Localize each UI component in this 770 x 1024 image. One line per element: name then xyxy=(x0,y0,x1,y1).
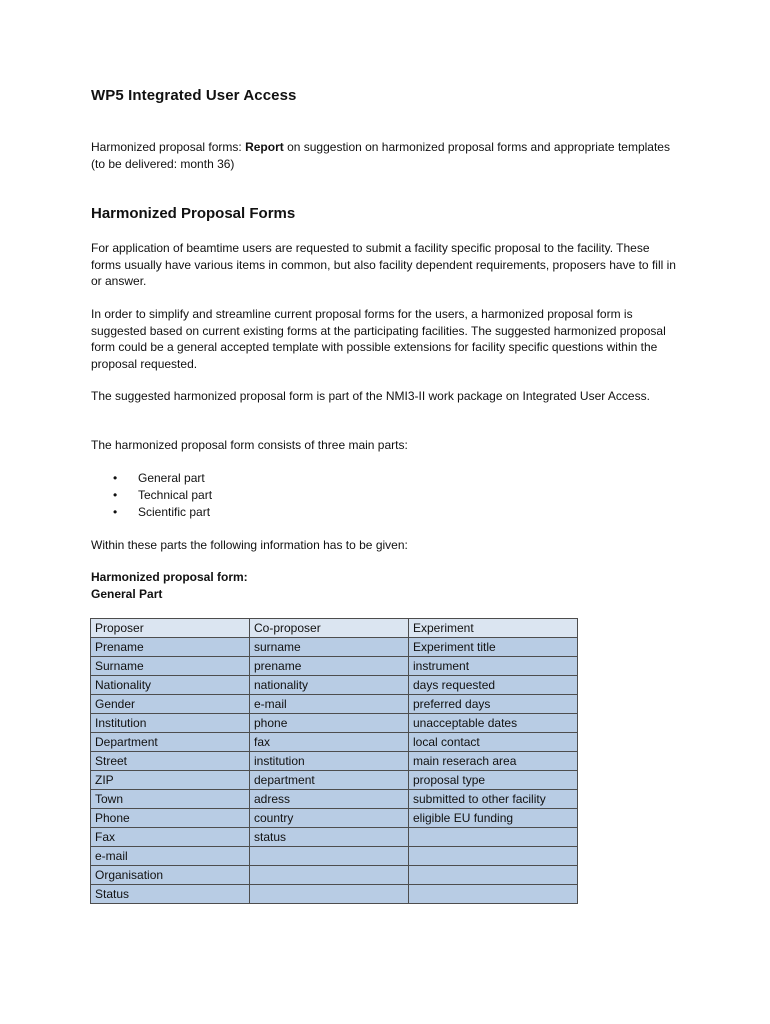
intro-bold: Report xyxy=(245,140,284,154)
table-header-row xyxy=(91,619,578,638)
experiment-cell: preferred days xyxy=(409,695,578,714)
intro-rest: on suggestion on harmonized proposal forms and appropriate templates (to be delivered: month 36) xyxy=(91,140,670,171)
paragraph-3: The suggested harmonized proposal form is part of the NMI3-II work package on Integrated User Access. xyxy=(91,389,650,403)
co-proposer-cell: e-mail xyxy=(250,695,409,714)
general-part-table xyxy=(90,618,578,904)
experiment-cell: unacceptable dates xyxy=(409,714,578,733)
table-row xyxy=(91,828,578,847)
table-row xyxy=(91,885,578,904)
table-row xyxy=(91,809,578,828)
proposer-cell: Prename xyxy=(91,638,250,657)
intro-lead: Harmonized proposal forms: xyxy=(91,140,246,154)
experiment-cell: submitted to other facility xyxy=(409,790,578,809)
proposer-cell: Organisation xyxy=(91,866,250,885)
table-row xyxy=(91,638,578,657)
list-item: • General part xyxy=(91,470,212,487)
proposer-cell: e-mail xyxy=(91,847,250,866)
table-header-cell: Experiment xyxy=(409,619,578,638)
experiment-cell: days requested xyxy=(409,676,578,695)
table-row xyxy=(91,847,578,866)
table-row xyxy=(91,752,578,771)
parts-list xyxy=(91,470,212,521)
section-title: Harmonized Proposal Forms xyxy=(91,205,296,222)
co-proposer-cell: adress xyxy=(250,790,409,809)
co-proposer-cell: surname xyxy=(250,638,409,657)
co-proposer-cell: fax xyxy=(250,733,409,752)
proposer-cell: Gender xyxy=(91,695,250,714)
paragraph-4: The harmonized proposal form consists of three main parts: xyxy=(91,438,408,452)
table-header-cell: Co-proposer xyxy=(250,619,409,638)
paragraph-2: In order to simplify and streamline current proposal forms for the users, a harmonized proposal form is suggested based on current existing forms at the participating facilities. The suggested harmonized proposal form could be a general accepted template with possible extensions for facility specific questions within the proposal requested. xyxy=(91,307,666,371)
table-row xyxy=(91,733,578,752)
intro-paragraph xyxy=(91,139,681,172)
co-proposer-cell xyxy=(250,885,409,904)
proposer-cell: Surname xyxy=(91,657,250,676)
part-caption: General Part xyxy=(91,587,163,601)
list-item: • Technical part xyxy=(91,487,212,504)
co-proposer-cell: status xyxy=(250,828,409,847)
experiment-cell xyxy=(409,828,578,847)
form-caption: Harmonized proposal form: xyxy=(91,570,248,584)
paragraph-1: For application of beamtime users are requested to submit a facility specific proposal to the facility. These forms usually have various items in common, but also facility dependent requirements, proposers have to fill in or answer. xyxy=(91,241,676,289)
co-proposer-cell: country xyxy=(250,809,409,828)
experiment-cell: proposal type xyxy=(409,771,578,790)
table-row xyxy=(91,657,578,676)
table-row xyxy=(91,676,578,695)
experiment-cell: Experiment title xyxy=(409,638,578,657)
proposer-cell: ZIP xyxy=(91,771,250,790)
experiment-cell xyxy=(409,847,578,866)
document-title: WP5 Integrated User Access xyxy=(91,87,297,104)
co-proposer-cell: prename xyxy=(250,657,409,676)
co-proposer-cell: department xyxy=(250,771,409,790)
experiment-cell: local contact xyxy=(409,733,578,752)
table-row xyxy=(91,714,578,733)
table-row xyxy=(91,790,578,809)
proposer-cell: Status xyxy=(91,885,250,904)
proposer-cell: Fax xyxy=(91,828,250,847)
experiment-cell xyxy=(409,885,578,904)
co-proposer-cell: phone xyxy=(250,714,409,733)
co-proposer-cell xyxy=(250,847,409,866)
after-bullets-paragraph: Within these parts the following information has to be given: xyxy=(91,538,408,552)
co-proposer-cell: nationality xyxy=(250,676,409,695)
table-row xyxy=(91,695,578,714)
table-row xyxy=(91,771,578,790)
co-proposer-cell xyxy=(250,866,409,885)
experiment-cell: main reserach area xyxy=(409,752,578,771)
proposer-cell: Town xyxy=(91,790,250,809)
proposer-cell: Street xyxy=(91,752,250,771)
proposer-cell: Phone xyxy=(91,809,250,828)
list-item: • Scientific part xyxy=(91,504,212,521)
proposer-cell: Nationality xyxy=(91,676,250,695)
co-proposer-cell: institution xyxy=(250,752,409,771)
proposer-cell: Department xyxy=(91,733,250,752)
table-row xyxy=(91,866,578,885)
experiment-cell: eligible EU funding xyxy=(409,809,578,828)
proposer-cell: Institution xyxy=(91,714,250,733)
experiment-cell: instrument xyxy=(409,657,578,676)
table-header-cell: Proposer xyxy=(91,619,250,638)
experiment-cell xyxy=(409,866,578,885)
